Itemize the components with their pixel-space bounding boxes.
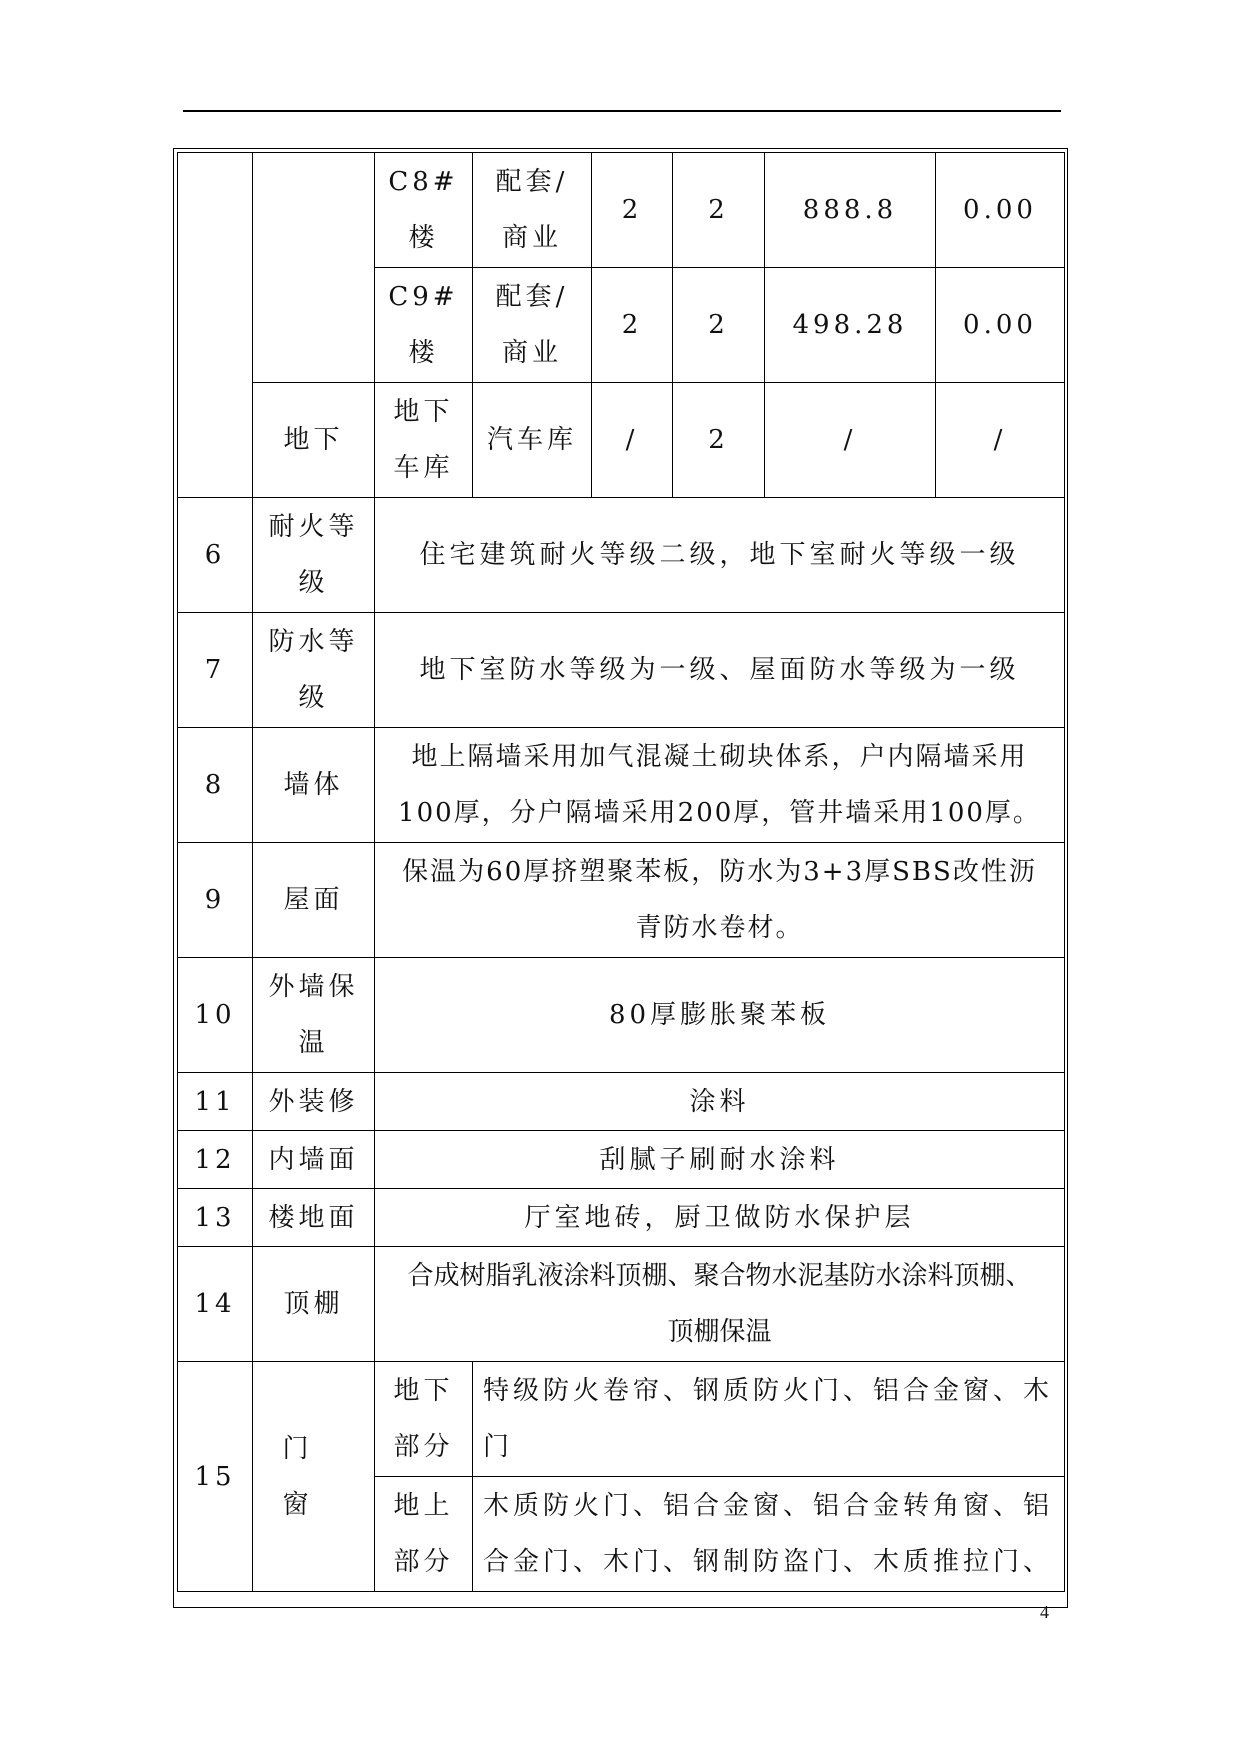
cell-area: 888.8 <box>765 153 936 268</box>
cell-content: 80厚膨胀聚苯板 <box>375 958 1065 1073</box>
table-row <box>178 1189 1065 1247</box>
cell-label: 外装修 <box>253 1073 375 1131</box>
cell-no: 11 <box>178 1073 253 1131</box>
cell-use: 配套/ 商业 <box>473 153 592 268</box>
cell-building: C8#楼 <box>375 153 473 268</box>
cell-no: 8 <box>178 728 253 843</box>
table-row <box>178 1247 1065 1362</box>
header-rule <box>183 110 1061 112</box>
cell-label: 门 窗 <box>253 1362 375 1592</box>
table-row <box>178 1362 1065 1477</box>
cell-last: 0.00 <box>936 268 1065 383</box>
cell-no: 13 <box>178 1189 253 1247</box>
cell-no: 12 <box>178 1131 253 1189</box>
cell-content: 特级防火卷帘、钢质防火门、铝合金窗、木 门 <box>473 1362 1065 1477</box>
table-row <box>178 958 1065 1073</box>
cell-use: 配套/ 商业 <box>473 268 592 383</box>
cell-no: 6 <box>178 498 253 613</box>
cell-label: 墙体 <box>253 728 375 843</box>
table-row <box>178 1073 1065 1131</box>
cell-no: 14 <box>178 1247 253 1362</box>
project-table <box>177 152 1065 1592</box>
cell-content: 保温为60厚挤塑聚苯板，防水为3+3厚SBS改性沥 青防水卷材。 <box>375 843 1065 958</box>
cell-content: 木质防火门、铝合金窗、铝合金转角窗、铝 合金门、木门、钢制防盗门、木质推拉门、 <box>473 1477 1065 1592</box>
cell-sub: 地上 部分 <box>375 1477 473 1592</box>
table-row <box>178 383 1065 498</box>
cell-label: 屋面 <box>253 843 375 958</box>
cell-label: 内墙面 <box>253 1131 375 1189</box>
cell-content: 合成树脂乳液涂料顶棚、聚合物水泥基防水涂料顶棚、 顶棚保温 <box>375 1247 1065 1362</box>
cell-value-b: 2 <box>673 268 765 383</box>
cell-content: 刮腻子刷耐水涂料 <box>375 1131 1065 1189</box>
cell-value-a: 2 <box>592 153 673 268</box>
cell-area: / <box>765 383 936 498</box>
cell-no: 9 <box>178 843 253 958</box>
cell-no: 7 <box>178 613 253 728</box>
cell-group: 地下 <box>253 383 375 498</box>
cell-value-a: / <box>592 383 673 498</box>
cell-area: 498.28 <box>765 268 936 383</box>
cell-content: 厅室地砖，厨卫做防水保护层 <box>375 1189 1065 1247</box>
cell-value-a: 2 <box>592 268 673 383</box>
cell-content: 涂料 <box>375 1073 1065 1131</box>
table-row <box>178 613 1065 728</box>
table-row <box>178 498 1065 613</box>
cell-content: 地上隔墙采用加气混凝土砌块体系，户内隔墙采用 100厚，分户隔墙采用200厚，管井墙采用100厚。 <box>375 728 1065 843</box>
cell-building: C9#楼 <box>375 268 473 383</box>
cell-content: 地下室防水等级为一级、屋面防水等级为一级 <box>375 613 1065 728</box>
cell-value-b: 2 <box>673 153 765 268</box>
cell-value-b: 2 <box>673 383 765 498</box>
cell-building: 地下 车库 <box>375 383 473 498</box>
cell-content: 住宅建筑耐火等级二级，地下室耐火等级一级 <box>375 498 1065 613</box>
table-row <box>178 843 1065 958</box>
cell-no: 15 <box>178 1362 253 1592</box>
cell-sub: 地下 部分 <box>375 1362 473 1477</box>
cell-last: / <box>936 383 1065 498</box>
page-number: 4 <box>1040 1602 1049 1622</box>
cell-blank-no <box>178 153 253 498</box>
cell-no: 10 <box>178 958 253 1073</box>
table-row <box>178 153 1065 268</box>
cell-last: 0.00 <box>936 153 1065 268</box>
cell-label: 耐火等 级 <box>253 498 375 613</box>
cell-label: 外墙保 温 <box>253 958 375 1073</box>
table-row <box>178 728 1065 843</box>
cell-label: 顶棚 <box>253 1247 375 1362</box>
cell-label: 楼地面 <box>253 1189 375 1247</box>
cell-label: 防水等 级 <box>253 613 375 728</box>
cell-use: 汽车库 <box>473 383 592 498</box>
cell-blank-group <box>253 153 375 383</box>
table-row <box>178 1131 1065 1189</box>
